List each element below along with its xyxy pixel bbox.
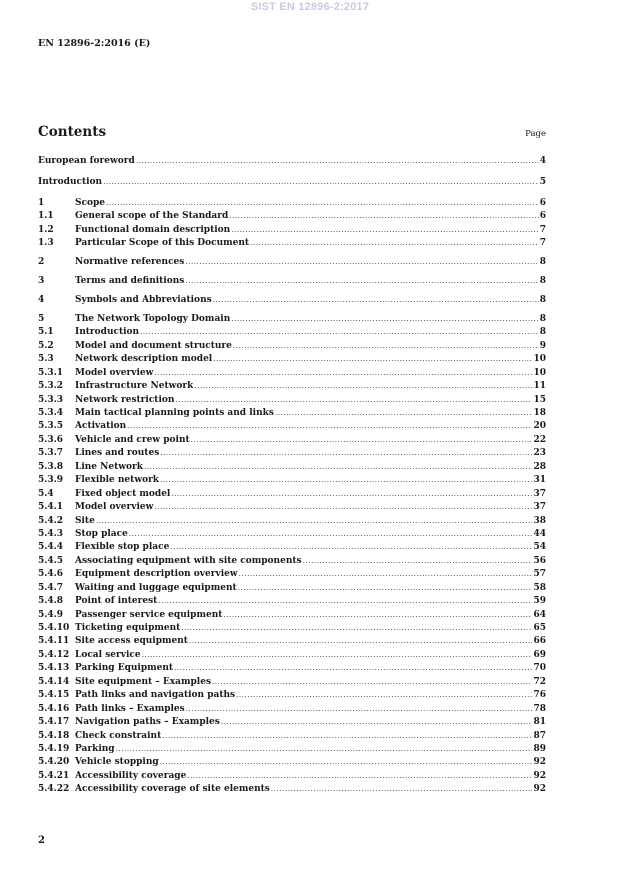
toc-entry-number: 5.4.15: [38, 690, 70, 701]
toc-entry-title[interactable]: Vehicle and crew point: [75, 434, 190, 445]
dot-leader: [233, 340, 539, 353]
watermark: SIST EN 12896-2:2017: [250, 1, 370, 13]
dot-leader: [238, 582, 533, 595]
dot-leader: [181, 622, 532, 635]
toc-entry[interactable]: [38, 488, 546, 501]
toc-entry-page: 37: [533, 488, 546, 499]
toc-entry-page: 10: [533, 367, 546, 378]
dot-leader: [213, 294, 539, 307]
toc-entry-number: 5.4.21: [38, 770, 70, 781]
toc-entry-title[interactable]: Model overview: [75, 502, 154, 513]
toc-entry[interactable]: [38, 340, 546, 353]
toc-entry-page: 58: [533, 582, 546, 593]
toc-entry-page: 5: [539, 176, 546, 187]
toc-entry-page: 81: [533, 717, 546, 728]
dot-leader: [194, 380, 532, 393]
toc-entry-number: 5.3.4: [38, 408, 64, 418]
toc-entry[interactable]: [38, 716, 546, 729]
toc-entry-page: 22: [533, 434, 546, 445]
toc-entry-title[interactable]: Ticketing equipment: [75, 623, 181, 633]
toc-entry-number: 5.3.2: [38, 381, 64, 392]
dot-leader: [154, 367, 532, 380]
dot-leader: [129, 528, 533, 541]
toc-entry-title[interactable]: Flexible network: [75, 475, 160, 486]
toc-entry[interactable]: [38, 256, 546, 269]
toc-entry[interactable]: [38, 353, 546, 366]
toc-entry-number: 5.4.9: [38, 609, 64, 620]
toc-entry-number: 5.4.5: [38, 555, 64, 566]
toc-entry-number: 5.4.3: [38, 528, 64, 539]
toc-entry[interactable]: [38, 568, 546, 581]
dot-leader: [160, 447, 532, 460]
dot-leader: [303, 555, 533, 568]
dot-leader: [106, 197, 539, 210]
dot-leader: [142, 649, 533, 662]
toc-entry[interactable]: [38, 275, 546, 288]
toc-entry[interactable]: [38, 461, 546, 474]
dot-leader: [162, 730, 532, 743]
toc-entry[interactable]: [38, 313, 546, 326]
toc-entry-page: 8: [539, 313, 546, 324]
toc-entry[interactable]: [38, 582, 546, 595]
toc-entry-page: 89: [533, 743, 546, 754]
toc-entry-page: 59: [533, 596, 546, 607]
dot-leader: [250, 237, 539, 250]
toc-entry[interactable]: [38, 515, 546, 528]
dot-leader: [103, 176, 539, 189]
toc-entry-page: 23: [533, 448, 546, 459]
toc-entry-title[interactable]: Functional domain description: [75, 224, 231, 235]
toc-entry-page: 38: [533, 515, 546, 526]
toc-entry-page: 18: [533, 408, 546, 418]
dot-leader: [154, 501, 532, 514]
toc-entry-number: 5.4.6: [38, 569, 64, 580]
toc-entry-number: 5.4.11: [38, 636, 70, 647]
toc-entry-title[interactable]: Equipment description overview: [75, 569, 238, 580]
toc-entry-number: 4: [38, 295, 45, 305]
page-number: 2: [38, 835, 45, 846]
toc-entry[interactable]: [38, 367, 546, 380]
toc-entry[interactable]: [38, 609, 546, 622]
toc-entry-title[interactable]: Line Network: [75, 461, 143, 472]
toc-entry-number: 5.4.14: [38, 676, 70, 687]
toc-entry-title[interactable]: Check constraint: [75, 730, 162, 741]
toc-entry-page: 44: [533, 528, 546, 539]
toc-entry[interactable]: [38, 703, 546, 716]
toc-entry-page: 8: [539, 257, 546, 268]
toc-entry-number: 5.4.22: [38, 784, 70, 795]
toc-entry-page: 57: [533, 569, 546, 580]
toc-entry-number: 3: [38, 276, 45, 287]
toc-entry-title[interactable]: Associating equipment with site components: [75, 555, 302, 566]
toc-entry-number: 5.3.1: [38, 367, 64, 378]
dot-leader: [229, 210, 538, 223]
toc-entry-page: 92: [533, 784, 546, 795]
toc-entry[interactable]: [38, 635, 546, 648]
toc-entry-number: 5.4.10: [38, 623, 70, 633]
toc-entry-page: 76: [533, 690, 546, 701]
toc-entry[interactable]: [38, 420, 546, 433]
toc-entry-number: 5.3: [38, 354, 54, 365]
dot-leader: [175, 394, 532, 407]
dot-leader: [191, 434, 533, 447]
toc-entry-number: 5.4.18: [38, 730, 70, 741]
toc-entry[interactable]: [38, 447, 546, 460]
toc-entry-title[interactable]: Network description model: [75, 354, 213, 365]
toc-entry-title[interactable]: Passenger service equipment: [75, 609, 223, 620]
toc-entry-number: 5.4.7: [38, 582, 64, 593]
dot-leader: [144, 461, 532, 474]
dot-leader: [212, 676, 532, 689]
dot-leader: [158, 595, 532, 608]
document-id-header: EN 12896-2:2016 (E): [38, 38, 151, 49]
toc-entry[interactable]: [38, 197, 546, 210]
dot-leader: [170, 541, 532, 554]
dot-leader: [221, 716, 533, 729]
toc-entry[interactable]: [38, 595, 546, 608]
toc-entry-title[interactable]: Accessibility coverage: [75, 770, 187, 781]
toc-entry[interactable]: [38, 676, 546, 689]
toc-entry-page: 64: [533, 609, 546, 620]
toc-entry-number: 1.2: [38, 224, 54, 235]
toc-entry-title[interactable]: Site access equipment: [75, 636, 188, 647]
dot-leader: [136, 155, 539, 168]
toc-entry-number: 1.3: [38, 238, 54, 249]
page-column-label: Page: [525, 129, 546, 139]
dot-leader: [127, 420, 532, 433]
toc-entry[interactable]: [38, 770, 546, 783]
toc-entry[interactable]: [38, 541, 546, 554]
dot-leader: [231, 224, 539, 237]
toc-entry-page: 7: [539, 224, 546, 235]
toc-entry-number: 5.3.3: [38, 394, 64, 405]
toc-entry-title[interactable]: Terms and definitions: [75, 276, 185, 287]
toc-entry[interactable]: [38, 730, 546, 743]
toc-entry-page: 8: [539, 295, 546, 305]
toc-entry-title[interactable]: Model overview: [75, 367, 154, 378]
dot-leader: [171, 488, 532, 501]
toc-entry-title[interactable]: Normative references: [75, 257, 185, 268]
toc-entry-page: 8: [539, 327, 546, 338]
toc-entry-title[interactable]: Point of interest: [75, 596, 158, 607]
toc-entry-title[interactable]: Lines and routes: [75, 448, 160, 459]
toc-entry-title[interactable]: Accessibility coverage of site elements: [75, 784, 270, 795]
toc-entry-page: 92: [533, 757, 546, 768]
dot-leader: [140, 326, 539, 339]
toc-entry-number: 1: [38, 197, 45, 208]
toc-entry-title[interactable]: Waiting and luggage equipment: [75, 582, 237, 593]
toc-entry-page: 8: [539, 276, 546, 287]
toc-entry-page: 65: [533, 623, 546, 633]
toc-entry-page: 56: [533, 555, 546, 566]
toc-entry[interactable]: [38, 176, 546, 189]
toc-entry-page: 78: [533, 703, 546, 714]
toc-entry-title[interactable]: Network restriction: [75, 394, 175, 405]
toc-entry-title[interactable]: Main tactical planning points and links: [75, 408, 274, 418]
toc-entry-number: 5.1: [38, 327, 54, 338]
toc-entry-page: 92: [533, 770, 546, 781]
toc-entry[interactable]: [38, 394, 546, 407]
toc-entry-title[interactable]: Parking Equipment: [75, 663, 174, 674]
toc-entry-page: 15: [533, 394, 546, 405]
toc-entry-number: 5.4.13: [38, 663, 70, 674]
toc-entry-page: 6: [539, 211, 546, 222]
toc-entry[interactable]: [38, 380, 546, 393]
toc-entry[interactable]: [38, 622, 546, 635]
toc-entry-title[interactable]: Path links and navigation paths: [75, 690, 236, 701]
toc-entry[interactable]: [38, 210, 546, 223]
dot-leader: [160, 474, 532, 487]
toc-entry[interactable]: [38, 555, 546, 568]
toc-entry-number: 5.3.8: [38, 461, 64, 472]
toc-entry-page: 69: [533, 649, 546, 660]
dot-leader: [116, 743, 533, 756]
toc-entry[interactable]: [38, 474, 546, 487]
dot-leader: [160, 756, 533, 769]
toc-entry[interactable]: [38, 743, 546, 756]
toc-entry[interactable]: [38, 434, 546, 447]
toc-entry-number: 5.4.8: [38, 596, 64, 607]
toc-entry[interactable]: [38, 689, 546, 702]
toc-entry-title[interactable]: Site equipment – Examples: [75, 676, 212, 687]
dot-leader: [186, 703, 533, 716]
toc-entry[interactable]: [38, 407, 546, 420]
toc-entry-number: 1.1: [38, 211, 54, 222]
toc-entry-number: 5: [38, 313, 45, 324]
dot-leader: [185, 275, 538, 288]
toc-entry-title[interactable]: General scope of the Standard: [75, 211, 229, 222]
toc-entry-title[interactable]: Stop place: [75, 528, 128, 539]
toc-entry-title[interactable]: Infrastructure Network: [75, 381, 194, 392]
toc-entry-page: 6: [539, 197, 546, 208]
dot-leader: [236, 689, 532, 702]
toc-entry-page: 20: [533, 421, 546, 432]
toc-entry-number: 5.3.7: [38, 448, 64, 459]
dot-leader: [213, 353, 532, 366]
toc-entry-page: 9: [539, 340, 546, 351]
toc-entry-number: 5.4.17: [38, 717, 70, 728]
toc-entry[interactable]: [38, 528, 546, 541]
dot-leader: [96, 515, 533, 528]
dot-leader: [271, 783, 533, 796]
toc-entry-page: 37: [533, 502, 546, 513]
toc-entry-number: 5.4.12: [38, 649, 70, 660]
toc-entry-title[interactable]: Flexible stop place: [75, 542, 170, 553]
dot-leader: [189, 635, 533, 648]
toc-entry-title[interactable]: Navigation paths – Examples: [75, 717, 220, 728]
toc-entry[interactable]: [38, 783, 546, 796]
toc-entry-number: 2: [38, 257, 45, 268]
dot-leader: [223, 609, 532, 622]
toc-entry[interactable]: [38, 501, 546, 514]
toc-entry[interactable]: [38, 662, 546, 675]
dot-leader: [275, 407, 533, 420]
dot-leader: [185, 256, 538, 269]
toc-entry-page: 66: [533, 636, 546, 647]
toc-entry-number: 5.3.6: [38, 434, 64, 445]
toc-entry-page: 4: [539, 156, 546, 166]
toc-entry-number: 5.2: [38, 340, 54, 351]
toc-entry-page: 28: [533, 461, 546, 472]
toc-entry-title[interactable]: Scope: [75, 197, 106, 208]
toc-entry-page: 54: [533, 542, 546, 553]
toc-entry-title[interactable]: Parking: [75, 743, 115, 754]
toc-entry-number: 5.4.16: [38, 703, 70, 714]
toc-entry-title[interactable]: Path links – Examples: [75, 703, 185, 714]
toc-entry-title[interactable]: Particular Scope of this Document: [75, 238, 250, 249]
toc-entry-page: 72: [533, 676, 546, 687]
toc-entry[interactable]: [38, 237, 546, 250]
toc-entry-page: 11: [533, 381, 546, 392]
toc-entry-page: 87: [533, 730, 546, 741]
toc-entry-page: 7: [539, 238, 546, 249]
dot-leader: [174, 662, 532, 675]
toc-entry-title[interactable]: European foreword: [38, 156, 135, 166]
toc-entry-title[interactable]: Local service: [75, 649, 141, 660]
toc-entry-title[interactable]: The Network Topology Domain: [75, 313, 231, 324]
toc-entry-page: 10: [533, 354, 546, 365]
toc-entry[interactable]: [38, 756, 546, 769]
toc-entry-number: 5.3.5: [38, 421, 64, 432]
dot-leader: [239, 568, 533, 581]
toc-entry[interactable]: [38, 155, 546, 168]
contents-heading: Contents: [38, 124, 107, 140]
toc-entry-title[interactable]: Fixed object model: [75, 488, 171, 499]
toc-entry-title[interactable]: Introduction: [38, 176, 103, 187]
toc-entry-page: 70: [533, 663, 546, 674]
toc-entry[interactable]: [38, 224, 546, 237]
toc-entry-title[interactable]: Symbols and Abbreviations: [75, 295, 212, 305]
toc-entry-title[interactable]: Activation: [75, 421, 127, 432]
toc-entry-number: 5.4.2: [38, 515, 64, 526]
toc-entry-number: 5.4: [38, 488, 54, 499]
dot-leader: [231, 313, 538, 326]
toc-entry-number: 5.4.19: [38, 743, 70, 754]
toc-entry-number: 5.4.20: [38, 757, 70, 768]
toc-entry-number: 5.4.4: [38, 542, 64, 553]
toc-entry-title[interactable]: Vehicle stopping: [75, 757, 159, 768]
toc-entry-title[interactable]: Introduction: [75, 327, 140, 338]
toc-entry-title[interactable]: Model and document structure: [75, 340, 232, 351]
dot-leader: [187, 770, 532, 783]
toc-entry[interactable]: [38, 294, 546, 307]
toc-entry-number: 5.4.1: [38, 502, 64, 513]
toc-entry-title[interactable]: Site: [75, 515, 95, 526]
table-of-contents: [38, 155, 546, 797]
toc-entry-number: 5.3.9: [38, 475, 64, 486]
toc-entry-page: 31: [533, 475, 546, 486]
toc-entry[interactable]: [38, 649, 546, 662]
toc-entry[interactable]: [38, 326, 546, 339]
